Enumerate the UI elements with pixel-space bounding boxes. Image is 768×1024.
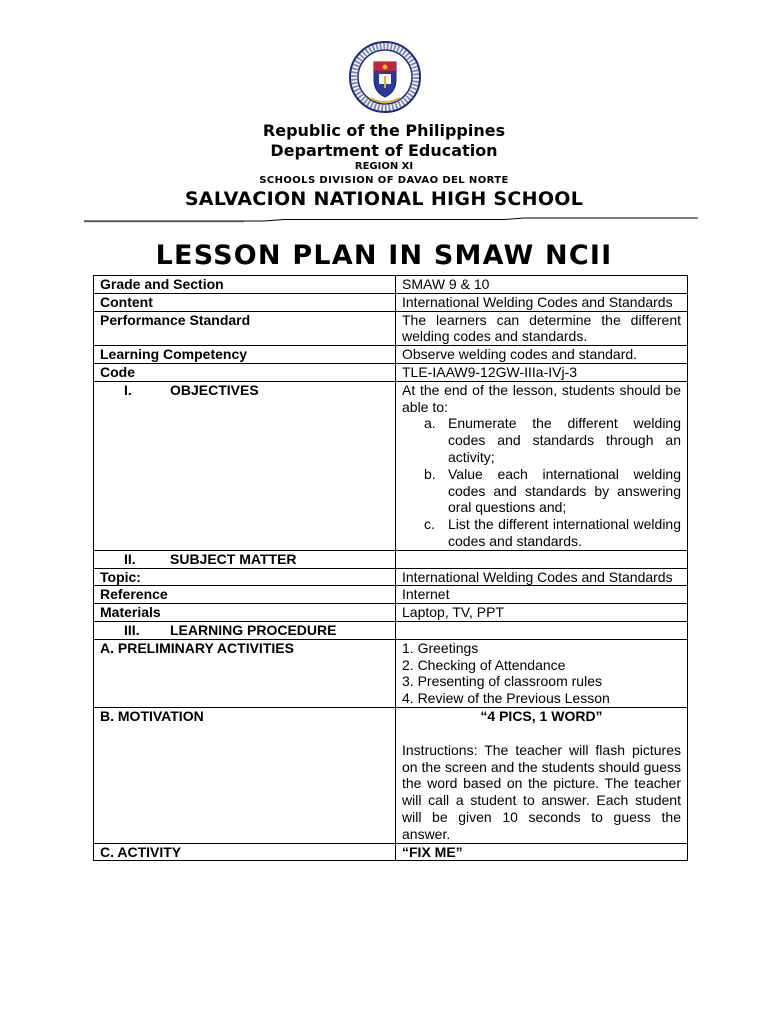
subject-matter-numeral: II. [124,550,136,567]
subject-matter-heading [94,550,396,568]
table-row [94,346,688,364]
table-row [94,639,688,707]
objective-text: Value each international welding codes and standards by answering oral questions and; [448,465,681,516]
table-row [94,311,688,346]
objective-text: Enumerate the different welding codes and standards through an activity; [448,415,681,465]
table-row [94,843,688,861]
list-item [424,466,681,516]
objectives-numeral: I. [124,381,132,398]
table-row [94,707,688,843]
objective-marker: c. [424,516,435,533]
department-heading: Department of Education [270,141,498,160]
list-item: 3. Presenting of classroom rules [402,673,602,690]
subject-matter-label: SUBJECT MATTER [170,550,297,567]
reference-label: Reference [94,586,396,604]
learning-competency-label: Learning Competency [94,346,396,364]
materials-label: Materials [94,604,396,622]
topic-label: Topic: [94,568,396,586]
code-label: Code [94,363,396,381]
list-item: 2. Checking of Attendance [402,656,566,673]
motivation-title: “4 PICS, 1 WORD” [480,707,603,724]
subject-matter-empty-cell [396,550,688,568]
performance-standard-label: Performance Standard [94,311,396,346]
table-row [94,621,688,639]
header-divider [84,217,698,223]
procedure-numeral: III. [124,621,140,638]
preliminary-label: A. PRELIMINARY ACTIVITIES [94,639,396,707]
reference-value: Internet [396,586,688,604]
table-row [94,381,688,550]
lesson-plan-table [93,275,688,861]
table-row [94,604,688,622]
objectives-list [402,415,681,549]
grade-section-label: Grade and Section [94,276,396,294]
procedure-heading [94,621,396,639]
procedure-label: LEARNING PROCEDURE [170,621,337,638]
activity-title: “FIX ME” [396,843,688,861]
motivation-cell [396,707,688,843]
list-item: 1. Greetings [402,639,479,656]
objective-text: List the different international welding codes and standards. [448,516,681,549]
materials-value: Laptop, TV, PPT [396,604,688,622]
objectives-heading [94,381,396,550]
table-row [94,276,688,294]
learning-competency-value: Observe welding codes and standard. [396,346,688,364]
table-row [94,586,688,604]
performance-standard-value: The learners can determine the different welding codes and standards. [396,311,688,346]
content-value: International Welding Codes and Standards [396,293,688,311]
deped-seal-icon [348,40,422,114]
page-title: LESSON PLAN IN SMAW NCII [155,240,613,271]
procedure-empty-cell [396,621,688,639]
table-row [94,293,688,311]
content-label: Content [94,293,396,311]
objectives-intro: At the end of the lesson, students should be able to: [402,381,681,415]
table-row [94,363,688,381]
topic-value: International Welding Codes and Standards [396,568,688,586]
objectives-cell [396,381,688,550]
preliminary-list [396,639,688,707]
motivation-instructions: Instructions: The teacher will flash pictures on the screen and the students should guess the word based on the picture. The teacher will call a student to answer. Each student will be given 10 seconds to guess the answer. [402,741,681,842]
region-heading: REGION XI [354,161,414,172]
objective-marker: b. [424,465,436,482]
division-heading: SCHOOLS DIVISION OF DAVAO DEL NORTE [259,175,509,186]
table-row [94,550,688,568]
objectives-label: OBJECTIVES [170,381,259,398]
activity-label: C. ACTIVITY [94,843,396,861]
school-heading: SALVACION NATIONAL HIGH SCHOOL [184,188,584,210]
table-row [94,568,688,586]
list-item: 4. Review of the Previous Lesson [402,690,610,707]
code-value: TLE-IAAW9-12GW-IIIa-IVj-3 [396,363,688,381]
motivation-label: B. MOTIVATION [94,707,396,843]
grade-section-value: SMAW 9 & 10 [396,276,688,294]
objective-marker: a. [424,415,436,432]
republic-heading: Republic of the Philippines [262,121,506,140]
list-item [424,516,681,550]
list-item [424,415,681,465]
